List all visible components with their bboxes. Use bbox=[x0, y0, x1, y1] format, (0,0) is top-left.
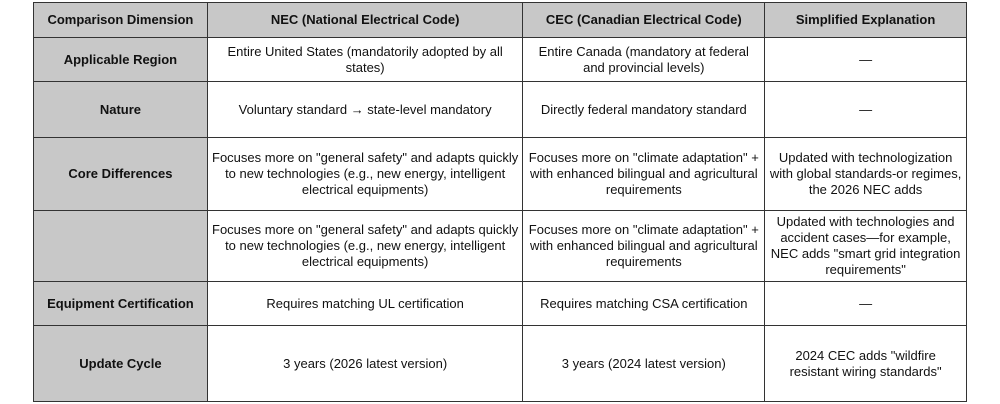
cec-cell: Focuses more on "climate adaptation" + with enhanced bilingual and agricultural requirements bbox=[523, 138, 765, 211]
row-label: Core Differences bbox=[34, 138, 208, 211]
table-row bbox=[34, 282, 967, 326]
nec-cell: 3 years (2026 latest version) bbox=[207, 326, 523, 402]
explanation-cell: — bbox=[765, 38, 967, 82]
cec-cell: 3 years (2024 latest version) bbox=[523, 326, 765, 402]
row-label: Equipment Certification bbox=[34, 282, 208, 326]
header-nec: NEC (National Electrical Code) bbox=[207, 3, 523, 38]
explanation-cell: Updated with technologies and accident cases—for example, NEC adds "smart grid integration requirements" bbox=[765, 211, 967, 282]
row-label: Update Cycle bbox=[34, 326, 208, 402]
row-label: Nature bbox=[34, 82, 208, 138]
explanation-cell: 2024 CEC adds "wildfire resistant wiring standards" bbox=[765, 326, 967, 402]
header-explanation: Simplified Explanation bbox=[765, 3, 967, 38]
explanation-cell: — bbox=[765, 82, 967, 138]
explanation-cell: Updated with technologization with global standards-or regimes, the 2026 NEC adds bbox=[765, 138, 967, 211]
row-label bbox=[34, 211, 208, 282]
table-row bbox=[34, 38, 967, 82]
comparison-table bbox=[33, 2, 967, 402]
cec-cell: Requires matching CSA certification bbox=[523, 282, 765, 326]
header-dimension: Comparison Dimension bbox=[34, 3, 208, 38]
table-row bbox=[34, 82, 967, 138]
nec-cell: Requires matching UL certification bbox=[207, 282, 523, 326]
cec-cell: Directly federal mandatory standard bbox=[523, 82, 765, 138]
header-row bbox=[34, 3, 967, 38]
table-row bbox=[34, 211, 967, 282]
nec-cell: Focuses more on "general safety" and adapts quickly to new technologies (e.g., new energy, intelligent electrical equipments) bbox=[207, 211, 523, 282]
cec-cell: Focuses more on "climate adaptation" + with enhanced bilingual and agricultural requirements bbox=[523, 211, 765, 282]
nec-cell: Voluntary standard → state-level mandatory bbox=[207, 82, 523, 138]
nec-cell: Entire United States (mandatorily adopted by all states) bbox=[207, 38, 523, 82]
table-row bbox=[34, 138, 967, 211]
nec-cell: Focuses more on "general safety" and adapts quickly to new technologies (e.g., new energy, intelligent electrical equipments) bbox=[207, 138, 523, 211]
explanation-cell: — bbox=[765, 282, 967, 326]
table-row bbox=[34, 326, 967, 402]
row-label: Applicable Region bbox=[34, 38, 208, 82]
cec-cell: Entire Canada (mandatory at federal and provincial levels) bbox=[523, 38, 765, 82]
header-cec: CEC (Canadian Electrical Code) bbox=[523, 3, 765, 38]
